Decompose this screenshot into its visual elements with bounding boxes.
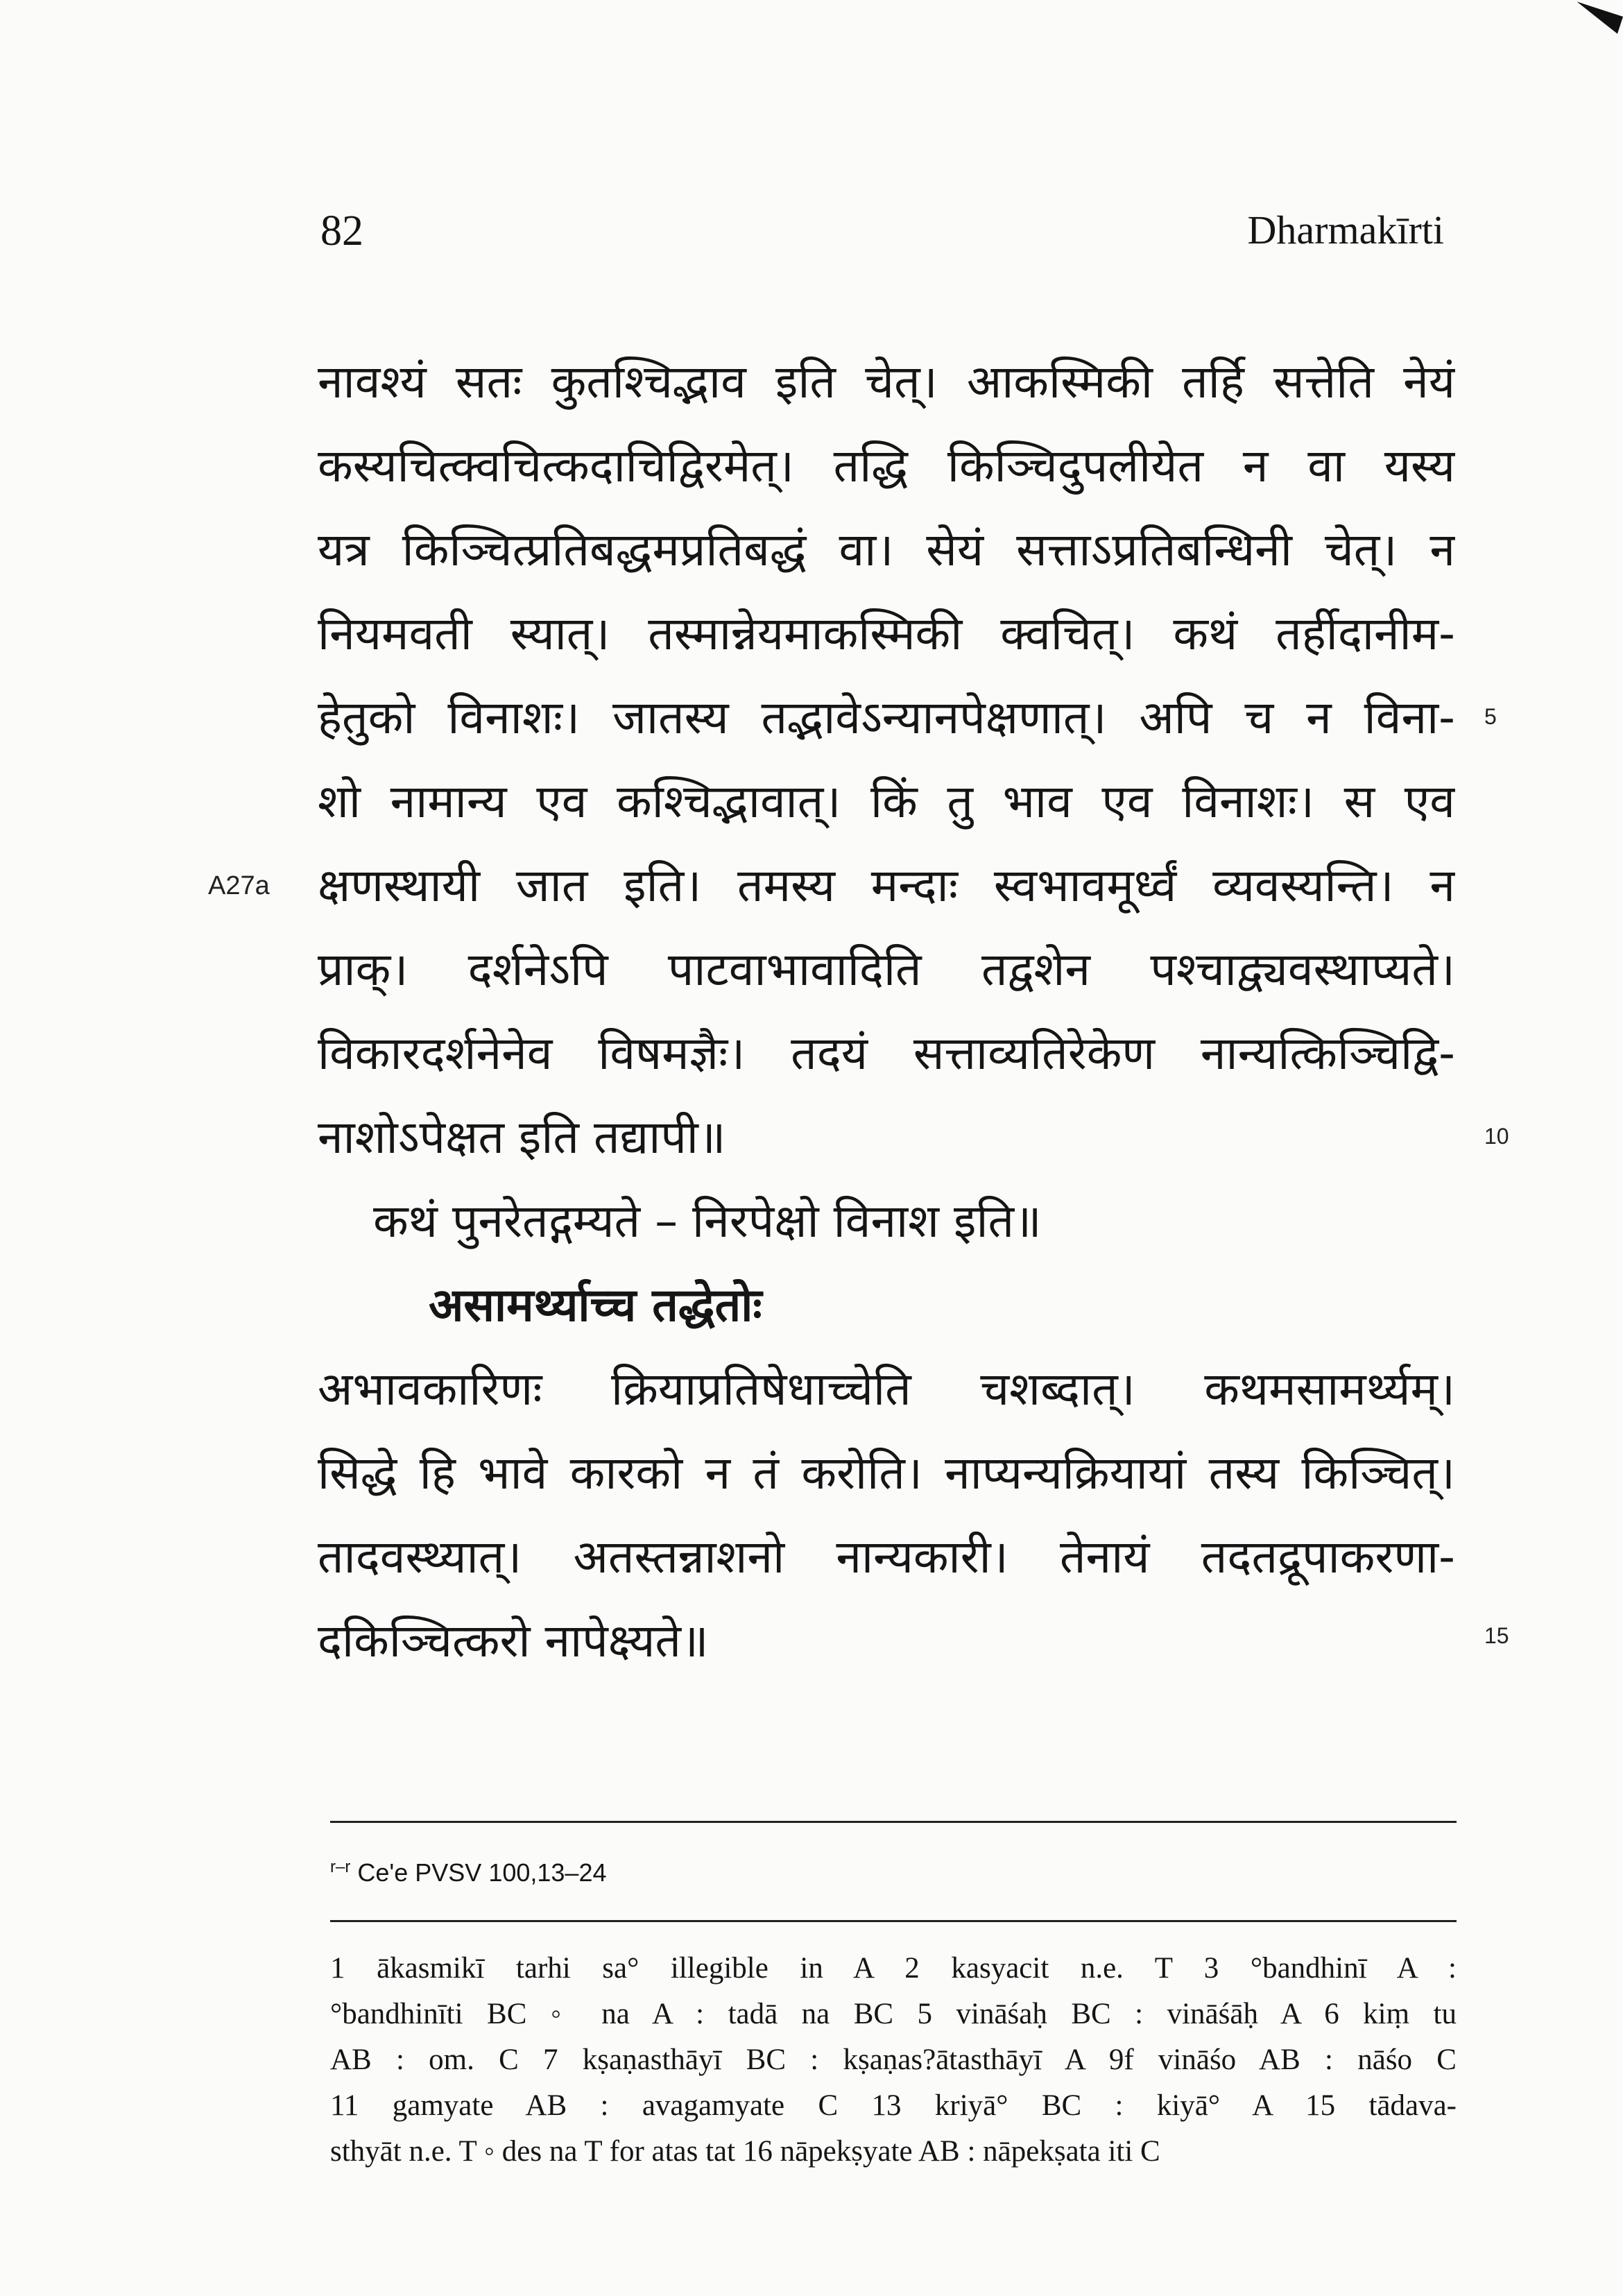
text-line: विकारदर्शनेनेव विषमज्ञैः। तदयं सत्ताव्यतिरेकेण नान्यत्किञ्चिद्वि- <box>318 1027 1455 1080</box>
scan-corner-mark <box>1571 1 1623 33</box>
verse-heading: असामर्थ्याच्च तद्धेतोः <box>429 1278 762 1332</box>
text-line: तादवस्थ्यात्। अतस्तन्नाशनो नान्यकारी। तेनायं तदतद्रूपाकरणा- <box>318 1530 1455 1584</box>
apparatus-mark: r–r <box>330 1858 351 1876</box>
line-number: 10 <box>1484 1124 1509 1149</box>
parallel-apparatus <box>330 1858 607 1887</box>
text-line: दकिञ्चित्करो नापेक्ष्यते॥ <box>318 1614 709 1668</box>
footnote-rule <box>330 1821 1457 1823</box>
apparatus-text: Ce'e PVSV 100,13–24 <box>357 1858 607 1887</box>
text-line: नावश्यं सतः कुतश्चिद्भाव इति चेत्। आकस्मिकी तर्हि सत्तेति नेयं <box>318 355 1455 409</box>
footnote-line: °bandhinīti BC ◦ na A : tadā na BC 5 vināśaḥ BC : vināśāḥ A 6 kiṃ tu <box>330 1998 1457 2030</box>
text-line: यत्र किञ्चित्प्रतिबद्धमप्रतिबद्धं वा। सेयं सत्ताऽप्रतिबन्धिनी चेत्। न <box>318 523 1455 576</box>
main-text <box>318 340 1455 1683</box>
text-line: कस्यचित्क्वचित्कदाचिद्विरमेत्। तद्धि किञ्चिदुपलीयेत न वा यस्य <box>318 439 1455 492</box>
page-number: 82 <box>320 207 363 255</box>
text-line: अभावकारिणः क्रियाप्रतिषेधाच्चेति चशब्दात्। कथमसामर्थ्यम्। <box>318 1362 1455 1416</box>
text-line: प्राक्। दर्शनेऽपि पाटवाभावादिति तद्वशेन पश्चाद्व्यवस्थाप्यते। <box>318 943 1455 996</box>
manuscript-siglum: A27a <box>208 871 270 900</box>
running-title: Dharmakīrti <box>1247 207 1444 252</box>
line-number: 15 <box>1484 1623 1509 1648</box>
text-line: नाशोऽपेक्षत इति तद्यापी॥ <box>318 1111 726 1164</box>
text-line: नियमवती स्यात्। तस्मान्नेयमाकस्मिकी क्वचित्। कथं तर्हीदानीम- <box>318 607 1455 660</box>
text-line: सिद्धे हि भावे कारको न तं करोति। नाप्यन्यक्रियायां तस्य किञ्चित्। <box>318 1446 1455 1500</box>
question-line: कथं पुनरेतद्गम्यते – निरपेक्षो विनाश इति॥ <box>373 1194 1042 1248</box>
critical-apparatus <box>330 1946 1457 2175</box>
footnote-line: 11 gamyate AB : avagamyate C 13 kriyā° BC : kiyā° A 15 tādava- <box>330 2089 1457 2122</box>
text-line: क्षणस्थायी जात इति। तमस्य मन्दाः स्वभावमूर्ध्वं व्यवस्यन्ति। न <box>318 859 1455 912</box>
text-line: हेतुको विनाशः। जातस्य तद्भावेऽन्यानपेक्षणात्। अपि च न विना- <box>318 691 1455 744</box>
footnote-line: AB : om. C 7 kṣaṇasthāyī BC : kṣaṇas?ātasthāyī A 9f vināśo AB : nāśo C <box>330 2044 1457 2076</box>
text-line: शो नामान्य एव कश्चिद्भावात्। किं तु भाव एव विनाशः। स एव <box>318 775 1455 828</box>
footnote-line: sthyāt n.e. T ◦ des na T for atas tat 16 nāpekṣyate AB : nāpekṣata iti C <box>330 2135 1160 2168</box>
line-number: 5 <box>1484 704 1497 729</box>
footnote-rule <box>330 1920 1457 1922</box>
footnote-line: 1 ākasmikī tarhi sa° illegible in A 2 kasyacit n.e. T 3 °bandhinī A : <box>330 1952 1457 1985</box>
